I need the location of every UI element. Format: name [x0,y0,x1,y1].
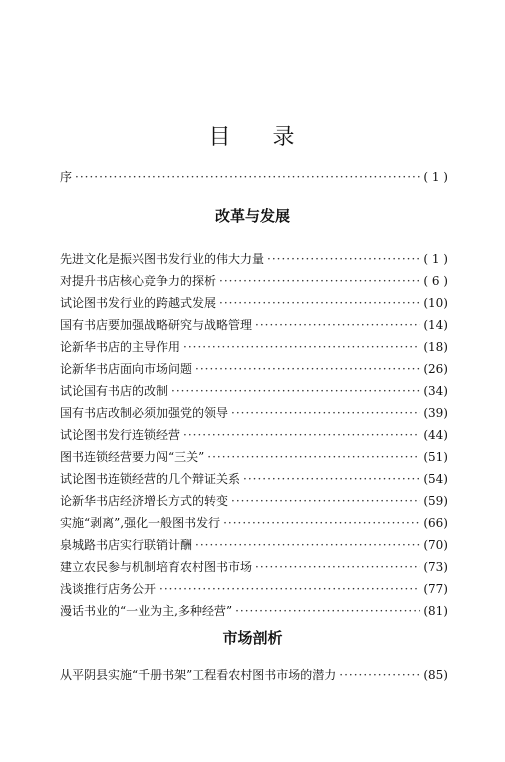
toc-entry-title: 试论图书发行业的跨越式发展 [60,296,217,310]
toc-leader-dots [171,381,420,401]
toc-entry-page: (66) [423,516,448,530]
toc-entry-title: 先进文化是振兴图书发行业的伟大力量 [60,252,265,266]
toc-leader-dots [267,249,420,269]
toc-leader-dots [219,293,420,313]
toc-entry[interactable] [60,381,448,401]
toc-leader-dots [183,337,420,357]
toc-entry-page: (18) [423,340,448,354]
toc-entry[interactable] [60,557,448,577]
toc-entry-page: (54) [423,472,448,486]
toc-entry-title: 试论国有书店的改制 [60,384,169,398]
toc-entry-page: ( 1 ) [423,170,448,184]
toc-entry-title: 试论图书连锁经营的几个辩证关系 [60,472,241,486]
toc-entry[interactable] [60,579,448,599]
toc-entry-page: (59) [423,494,448,508]
toc-entry[interactable] [60,491,448,511]
toc-leader-dots [339,665,420,685]
toc-entry-page: (77) [423,582,448,596]
toc-entry-page: (73) [423,560,448,574]
toc-leader-dots [223,513,420,533]
toc-leader-dots [255,315,420,335]
toc-entry-title: 浅谈推行店务公开 [60,582,157,596]
toc-entry-page: (44) [423,428,448,442]
toc-leader-dots [231,403,420,423]
toc-entry-title: 国有书店要加强战略研究与战略管理 [60,318,253,332]
toc-entry-title: 漫话书业的“一业为主,多种经营” [60,604,233,618]
toc-entry[interactable] [60,293,448,313]
page-title [0,120,505,151]
section-heading: 改革与发展 [214,207,290,225]
toc-entry-page: (34) [423,384,448,398]
toc-entry-title: 论新华书店经济增长方式的转变 [60,494,229,508]
toc-entry[interactable] [60,601,448,621]
page-title-left: 目 [208,125,233,150]
toc-entry[interactable] [60,535,448,555]
toc-leader-dots [255,557,420,577]
toc-entry-title: 序 [60,170,73,184]
toc-entry-title: 论新华书店的主导作用 [60,340,181,354]
toc-entry-title: 对提升书店核心竞争力的探析 [60,274,217,288]
toc-entry-title: 国有书店改制必须加强党的领导 [60,406,229,420]
toc-entry[interactable] [60,665,448,685]
toc-entry-title: 从平阴县实施“千册书架”工程看农村图书市场的潜力 [60,668,337,682]
toc-leader-dots [195,535,420,555]
toc-entry-page: (10) [423,296,448,310]
toc-entry[interactable] [60,447,448,467]
toc-entry-title: 建立农民参与机制培育农村图书市场 [60,560,253,574]
toc-leader-dots [183,425,420,445]
toc-entry-page: (70) [423,538,448,552]
toc-leader-dots [235,601,420,621]
toc-entry[interactable] [60,337,448,357]
toc-entry-title: 图书连锁经营要力闯“三关” [60,450,205,464]
section-heading: 市场剖析 [222,629,283,647]
toc-entry-page: (39) [423,406,448,420]
toc-entry[interactable] [60,359,448,379]
toc-entry-page: (85) [423,668,448,682]
toc-entry[interactable] [60,271,448,291]
toc-entry[interactable] [60,425,448,445]
toc-entry[interactable] [60,403,448,423]
toc-entry[interactable] [60,513,448,533]
toc-entry-title: 泉城路书店实行联销计酬 [60,538,193,552]
toc-entry-title: 试论图书发行连锁经营 [60,428,181,442]
toc-entry-preface[interactable] [60,167,448,187]
toc-entry[interactable] [60,249,448,269]
toc-leader-dots [219,271,420,291]
toc-leader-dots [75,167,420,187]
toc-leader-dots [243,469,420,489]
toc-entry-page: (26) [423,362,448,376]
toc-entry-page: ( 1 ) [423,252,448,266]
page-title-right: 录 [272,125,297,150]
toc-entry-title: 论新华书店面向市场问题 [60,362,193,376]
toc-entry[interactable] [60,469,448,489]
toc-entry-page: ( 6 ) [423,274,448,288]
toc-entry-page: (51) [423,450,448,464]
toc-leader-dots [231,491,420,511]
toc-leader-dots [159,579,420,599]
toc-entry-title: 实施“剥离”,强化一般图书发行 [60,516,221,530]
toc-entry-page: (81) [423,604,448,618]
toc-entry[interactable] [60,315,448,335]
toc-entry-page: (14) [423,318,448,332]
toc-leader-dots [195,359,420,379]
toc-leader-dots [207,447,420,467]
